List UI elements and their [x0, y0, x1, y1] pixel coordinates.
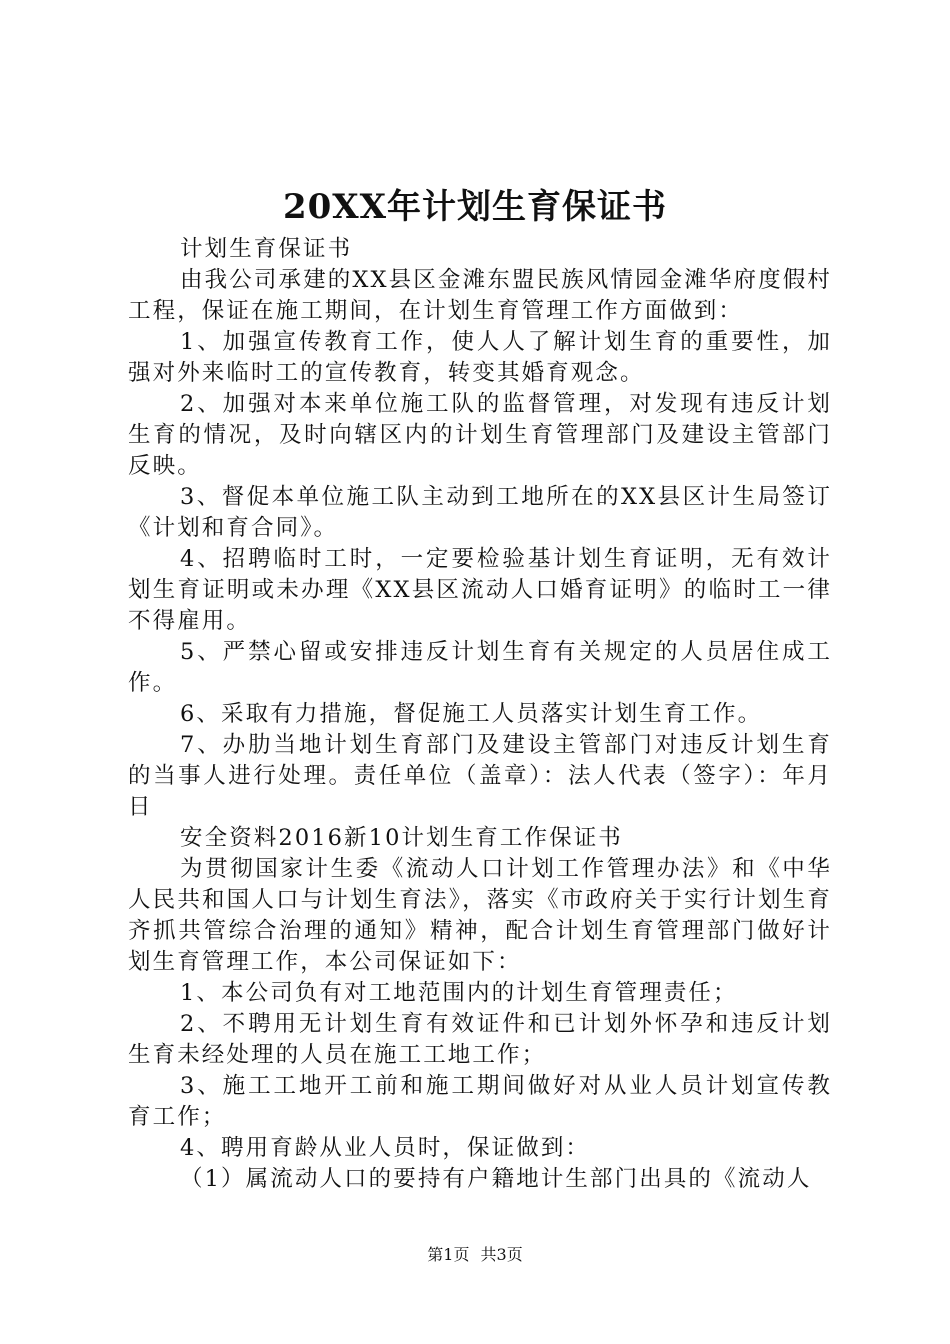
- paragraph: 1、本公司负有对工地范围内的计划生育管理责任；: [180, 980, 738, 1006]
- paragraph: 2、不聘用无计划生育有效证件和已计划外怀孕和违反计划生育未经处理的人员在施工工地工作；: [128, 1011, 832, 1068]
- paragraph: 计划生育保证书: [180, 236, 353, 262]
- paragraph: 1、加强宣传教育工作，使人人了解计划生育的重要性，加强对外来临时工的宣传教育，转变其婚育观念。: [128, 329, 832, 386]
- paragraph: 由我公司承建的XX县区金滩东盟民族风情园金滩华府度假村工程，保证在施工期间，在计划生育管理工作方面做到：: [128, 267, 832, 324]
- page-total: 共3页: [480, 1245, 523, 1264]
- paragraph: 3、督促本单位施工队主动到工地所在的XX县区计生局签订《计划和育合同》。: [128, 484, 832, 541]
- paragraph: 4、聘用育龄从业人员时，保证做到：: [180, 1135, 591, 1161]
- paragraph: 为贯彻国家计生委《流动人口计划工作管理办法》和《中华人民共和国人口与计划生育法》，落实《市政府关于实行计划生育齐抓共管综合治理的通知》精神，配合计划生育管理部门做好计划生育管理工作，本公司保证如下：: [128, 856, 832, 975]
- paragraph: 3、施工工地开工前和施工期间做好对从业人员计划宣传教育工作；: [128, 1073, 832, 1130]
- page-number: 第1页: [427, 1245, 470, 1264]
- paragraph: 4、招聘临时工时，一定要检验基计划生育证明，无有效计划生育证明或未办理《XX县区流动人口婚育证明》的临时工一律不得雇用。: [128, 546, 832, 634]
- paragraph: 2、加强对本来单位施工队的监督管理，对发现有违反计划生育的情况，及时向辖区内的计划生育管理部门及建设主管部门反映。: [128, 391, 832, 479]
- paragraph: 安全资料2016新10计划生育工作保证书: [180, 825, 623, 851]
- paragraph: （1）属流动人口的要持有户籍地计生部门出具的《流动人: [180, 1166, 812, 1192]
- paragraph: 5、严禁心留或安排违反计划生育有关规定的人员居住成工作。: [128, 639, 832, 696]
- document-body: [128, 234, 832, 1195]
- paragraph: 7、办肋当地计划生育部门及建设主管部门对违反计划生育的当事人进行处理。责任单位（盖章）：法人代表（签字）：年月日: [128, 732, 832, 820]
- page-footer: [0, 1243, 950, 1267]
- paragraph: 6、采取有力措施，督促施工人员落实计划生育工作。: [180, 701, 763, 727]
- document-title: 20XX年计划生育保证书: [282, 187, 668, 227]
